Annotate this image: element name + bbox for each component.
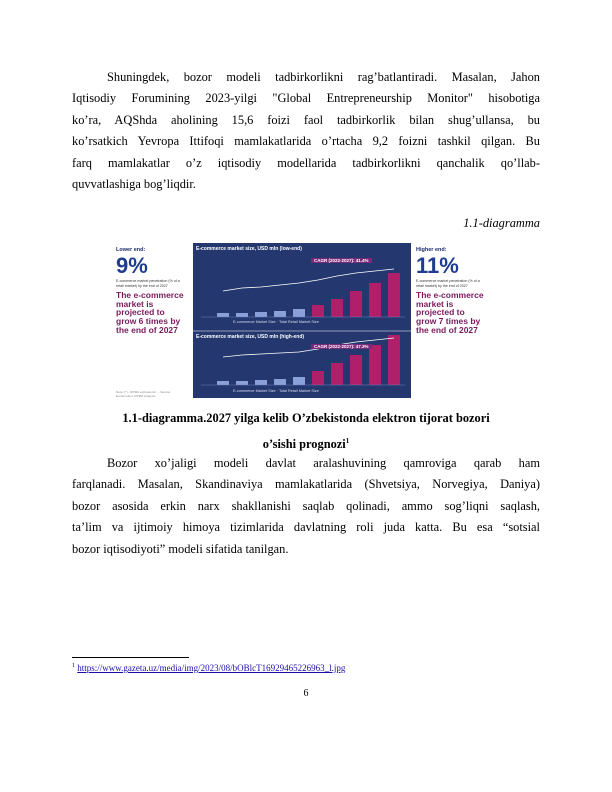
paragraph-line: Bozor xo’jaligi modeli davlat aralashuvining qamroviga qarab ham [107,456,540,470]
top-chart-legend: E-commerce Market Size · Total Retail Market Size [233,320,319,324]
paragraph-line: Shuningdek, bozor modeli tadbirkorlikni rag’batlantiradi. Masalan, Jahon [107,70,540,84]
paragraph-line: Iqtisodiy Forumining 2023-yilgi "Global Entrepreneurship Monitor" hisobotiga [72,91,540,106]
lower-end-panel [116,243,188,398]
bar [293,377,305,385]
legend-item: E-commerce Market Size [233,389,276,393]
bar [312,371,324,385]
projection-line: projected to [116,307,165,318]
top-chart-line [223,269,394,291]
legend-item: Total Retail Market Size [278,389,319,393]
footnote-number: 1 [72,663,75,669]
legend-item: E-commerce Market Size [233,320,276,324]
bar [255,312,267,317]
paragraph-line: ta’lim va ijtimoiy himoya tizimlarida davlatning roli juda katta. Bu esa “sotsial [72,520,540,535]
page-number: 6 [303,688,309,699]
diagram-label: 1.1-diagramma [463,216,540,230]
caption-line-1: 1.1-diagramma.2027 yilga kelib O’zbekistonda elektron tijorat bozori [122,411,490,425]
paragraph-line: ko’rsatkich Yevropa Ittifoqi mamlakatlarida o’rtacha 9,2 foizni tashkil qilgan. Bu [72,134,540,149]
higher-end-projection [416,291,488,334]
ecommerce-forecast-figure [116,243,490,398]
top-chart-cagr: CAGR (2022-2027): 41.4% [311,258,372,263]
higher-end-note: E-commerce market penetration (% of a retail market) by the end of 2027 [416,279,480,288]
lower-end-note: E-commerce market penetration (% of a retail market) by the end of 2027 [116,279,180,288]
bar [217,313,229,317]
projection-line: grow 7 times by [416,315,481,326]
bar [369,283,381,317]
projection-line: projected to [416,307,465,318]
bar [312,305,324,317]
paragraph-line: bozor asosida erkin narx shakllanishi saqlab qolinadi, ammo sog’liqni saqlash, [72,498,540,513]
top-chart-bars [217,273,400,317]
figure-caption [72,407,540,456]
chart-panel [193,243,411,398]
paragraph-line: quvvatlashiga bog’liqdir. [72,177,196,192]
caption-line-2-text: o’sishi prognozi [262,437,346,452]
bar [388,335,400,385]
bar [331,299,343,317]
footnote [72,663,345,673]
projection-line: The e-commerce [416,290,484,301]
bar [236,313,248,317]
lower-end-projection [116,291,188,334]
paragraph-line: ko’ra, AQShda aholining 15,6 foizi faol tadbirkorlik bilan shug’ullansa, bu [72,112,540,127]
footnote-reference[interactable]: 1 [345,437,350,445]
bar [236,381,248,385]
bottom-chart-bars [217,335,400,385]
bar [350,355,362,385]
projection-line: The e-commerce [116,290,184,301]
bar [274,311,286,317]
bar [274,379,286,385]
bar [217,381,229,385]
projection-line: the end of 2027 [116,324,178,335]
paragraph-2 [72,453,540,560]
top-chart-title: E-commerce market size, USD mln (low-end) [196,246,302,252]
bar [331,363,343,385]
bar [369,345,381,385]
bar [293,309,305,317]
paragraph-line: farqlanadi. Masalan, Skandinaviya mamlakatlarida (Shvetsiya, Norvegiya, Daniya) [72,477,540,492]
projection-line: market is [116,298,154,309]
bottom-chart-legend: E-commerce Market Size · Total Retail Market Size [233,389,319,393]
higher-end-title: Higher end: [416,247,447,253]
bar [350,291,362,317]
projection-line: market is [416,298,454,309]
higher-end-panel [416,243,488,398]
paragraph-1 [72,67,540,195]
footnote-separator [72,657,189,658]
projection-line: the end of 2027 [416,324,478,335]
higher-end-percent: 11% [416,253,459,278]
legend-item: Total Retail Market Size [278,320,319,324]
figure-source: Note: (*) - RPMA estimate for ... Source: Euromonitor, RPMA Analysis [116,390,172,398]
lower-end-percent: 9% [116,253,148,278]
lower-end-title: Lower end: [116,247,146,253]
paragraph-line: farq mamlakatlar o’z iqtisodiy modellarida tadbirkorlikni qanchalik qo’llab- [72,155,540,170]
bar [388,273,400,317]
bottom-chart-title: E-commerce market size, USD mln (high-end) [196,334,305,340]
projection-line: grow 6 times by [116,315,181,326]
paragraph-line: bozor iqtisodiyoti” modeli sifatida tanilgan. [72,541,289,556]
bar [255,380,267,385]
footnote-link[interactable]: https://www.gazeta.uz/media/img/2023/08/bOBlcT16929465226963_l.jpg [77,663,346,673]
bottom-chart-cagr: CAGR (2022-2027): 47.3% [311,344,372,349]
